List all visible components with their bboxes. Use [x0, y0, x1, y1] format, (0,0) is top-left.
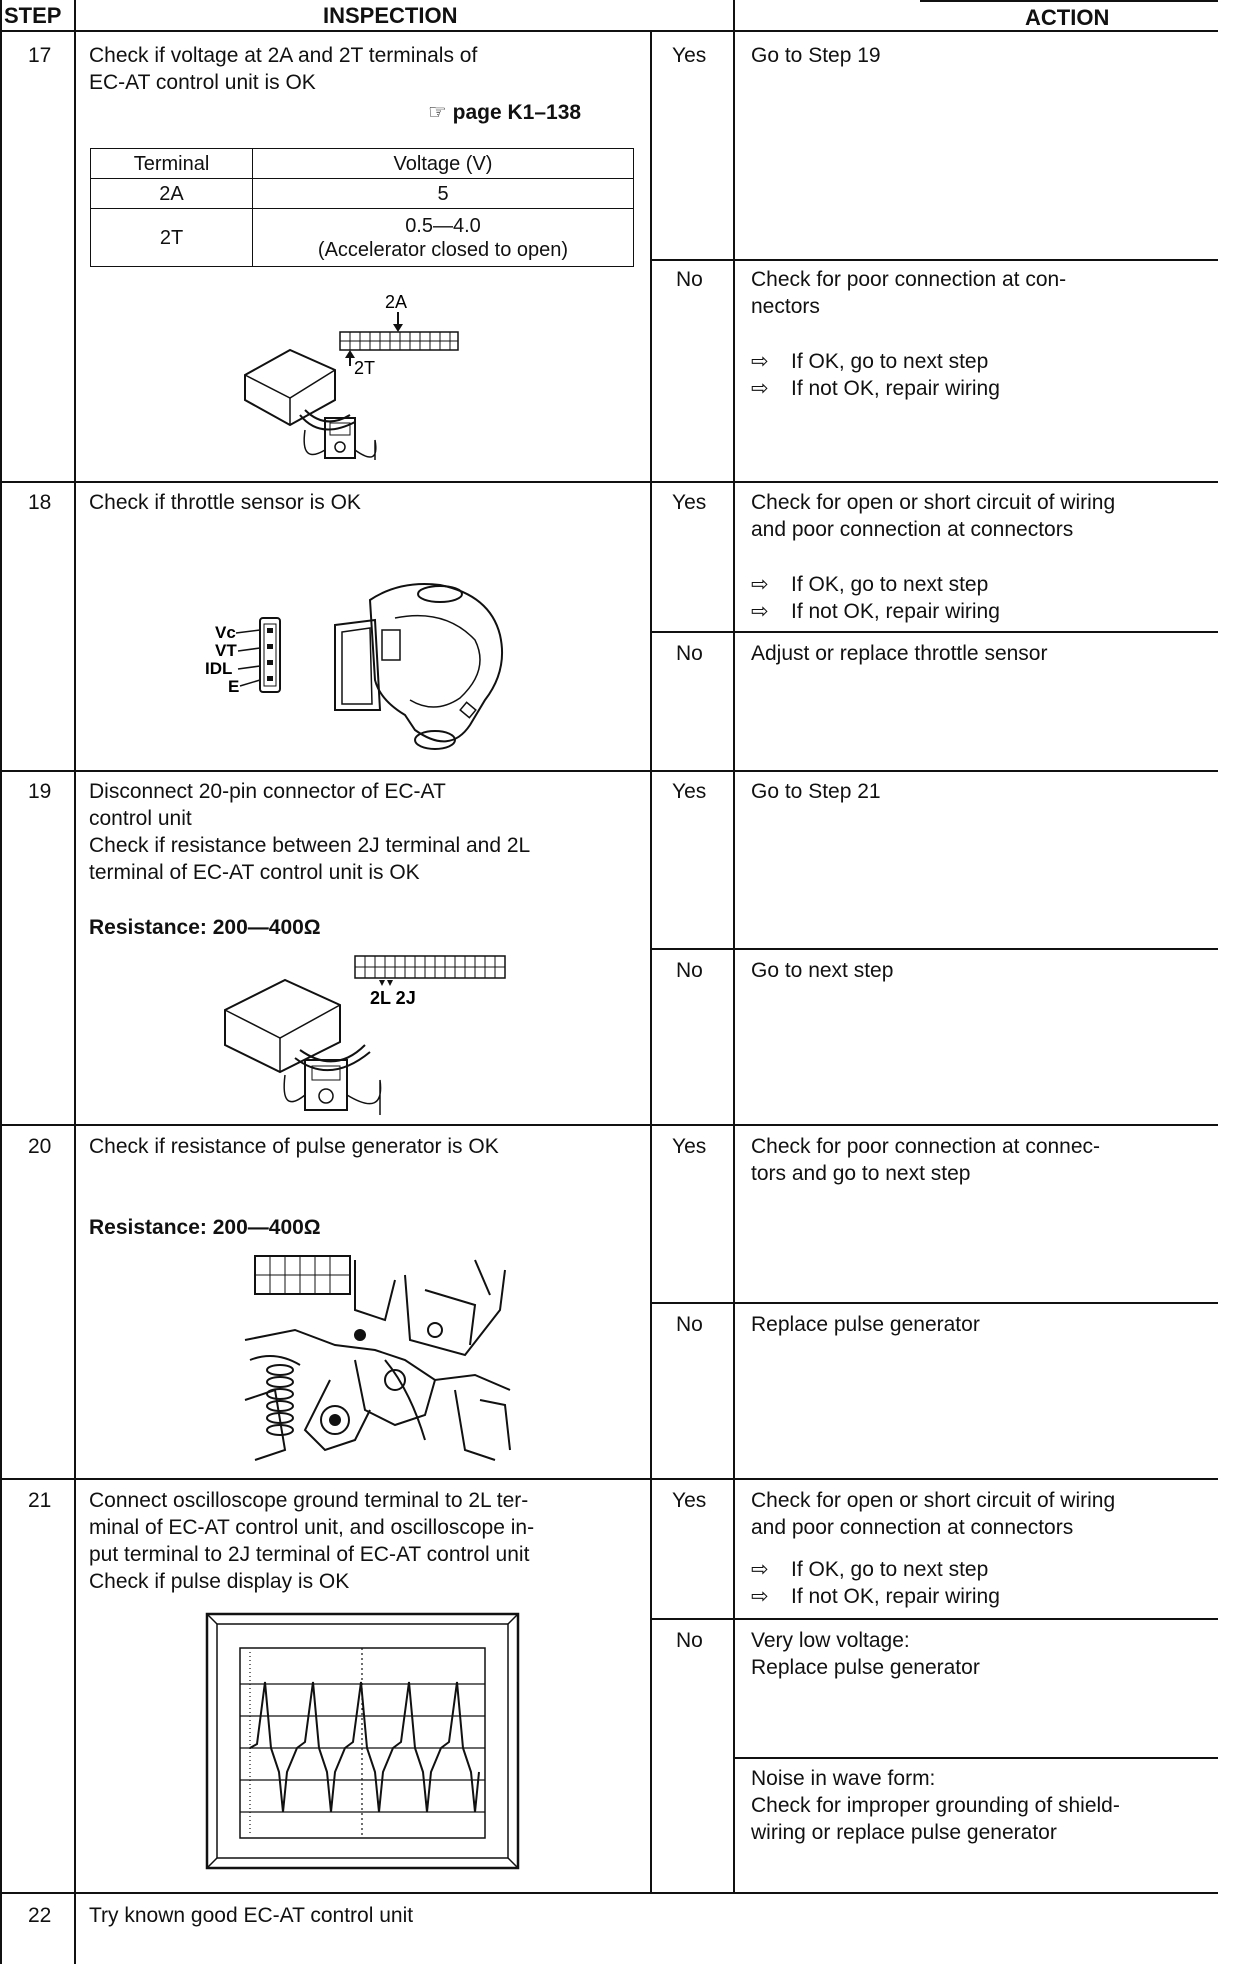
resistance-spec-20: Resistance: 200—400Ω [89, 1216, 321, 1239]
inspection-21-line3: put terminal to 2J terminal of EC-AT control unit [89, 1543, 530, 1566]
figure-label-Vc: Vc [215, 623, 236, 642]
action-yes-17: Go to Step 19 [751, 44, 881, 67]
step-number-17: 17 [28, 44, 52, 67]
action-no2-21-line2: Check for improper grounding of shield- [751, 1794, 1120, 1817]
step-number-21: 21 [28, 1489, 52, 1512]
row-sep-21 [0, 1478, 1218, 1480]
action-no-19: Go to next step [751, 959, 894, 982]
inspection-21-line1: Connect oscilloscope ground terminal to 2L ter- [89, 1489, 529, 1512]
action-yes-20-line2: tors and go to next step [751, 1162, 971, 1185]
inspection-17-line2: EC-AT control unit is OK [89, 71, 316, 94]
yesno-sep-19 [650, 948, 1218, 950]
control-unit-ohmmeter-figure [220, 950, 520, 1120]
header-step: STEP [4, 3, 62, 28]
figure-label-VT: VT [215, 641, 237, 660]
action-yes-18-line2: and poor connection at connectors [751, 518, 1074, 541]
action-yes-21-bullet1: ⇨ If OK, go to next step [751, 1558, 989, 1581]
figure-label-IDL: IDL [205, 659, 233, 678]
voltage-range: 0.5—4.0 [405, 214, 481, 237]
oscilloscope-waveform-figure [205, 1612, 520, 1870]
page-reference-text: page K1–138 [452, 101, 582, 124]
pulse-waveform [250, 1682, 479, 1812]
step-number-19: 19 [28, 780, 52, 803]
inspection-19-line4: terminal of EC-AT control unit is OK [89, 861, 420, 884]
answer-no-20: No [676, 1313, 703, 1336]
right-arrow-icon: ⇨ [751, 377, 769, 400]
page-reference-17 [428, 99, 581, 126]
right-arrow-icon: ⇨ [751, 573, 769, 596]
answer-no-18: No [676, 642, 703, 665]
action-no-18: Adjust or replace throttle sensor [751, 642, 1048, 665]
voltage-range-note: (Accelerator closed to open) [317, 238, 569, 261]
row-sep-22 [0, 1892, 1218, 1894]
right-arrow-icon: ⇨ [751, 1558, 769, 1581]
header-action: ACTION [1025, 5, 1110, 30]
right-arrow-icon: ⇨ [751, 350, 769, 373]
header-top-right [920, 0, 1218, 2]
coil-spring [267, 1365, 293, 1435]
action-yes-18-bullet2: ⇨ If not OK, repair wiring [751, 600, 1000, 623]
voltage-table-header-terminal: Terminal [91, 149, 253, 179]
action-yes-18-bullet1: ⇨ If OK, go to next step [751, 573, 989, 596]
column-divider-action [733, 0, 735, 1892]
answer-no-21: No [676, 1629, 703, 1652]
inspection-18-line1: Check if throttle sensor is OK [89, 491, 361, 514]
control-unit-voltmeter-figure [230, 290, 470, 470]
step-number-22: 22 [28, 1904, 52, 1927]
pulse-generator-engine-figure [235, 1250, 520, 1472]
step-number-20: 20 [28, 1135, 52, 1158]
action-yes-18-line1: Check for open or short circuit of wiring [751, 491, 1116, 514]
pointing-hand-icon: ☞ [428, 101, 453, 124]
voltage-table-cell: 5 [253, 179, 634, 209]
right-arrow-icon: ⇨ [751, 600, 769, 623]
voltage-table-header-voltage: Voltage (V) [253, 149, 634, 179]
answer-no-19: No [676, 959, 703, 982]
action-no-17-bullet2: ⇨ If not OK, repair wiring [751, 377, 1000, 400]
column-divider-answer [650, 30, 652, 1892]
action-yes-21-line1: Check for open or short circuit of wiring [751, 1489, 1116, 1512]
figure-label-2A: 2A [385, 292, 408, 312]
action-yes-21-bullet2: ⇨ If not OK, repair wiring [751, 1585, 1000, 1608]
right-arrow-icon: ⇨ [751, 1585, 769, 1608]
action-yes-19: Go to Step 21 [751, 780, 881, 803]
inspection-21-line2: minal of EC-AT control unit, and oscilloscope in- [89, 1516, 535, 1539]
answer-no-17: No [676, 268, 703, 291]
voltage-table [90, 148, 634, 267]
inspection-19-line2: control unit [89, 807, 192, 830]
answer-yes-20: Yes [672, 1135, 707, 1158]
step-number-18: 18 [28, 491, 52, 514]
action-no-17-line1: Check for poor connection at con- [751, 268, 1067, 291]
resistance-spec-19: Resistance: 200—400Ω [89, 916, 321, 939]
yesno-sep-17 [650, 259, 1218, 261]
inspection-17-line1: Check if voltage at 2A and 2T terminals of [89, 44, 478, 67]
inspection-20-line1: Check if resistance of pulse generator is OK [89, 1135, 499, 1158]
figure-label-2T: 2T [354, 358, 376, 378]
answer-yes-17: Yes [672, 44, 707, 67]
inspection-21-line4: Check if pulse display is OK [89, 1570, 350, 1593]
action-no-21-line1: Very low voltage: [751, 1629, 910, 1652]
inspection-19-line3: Check if resistance between 2J terminal and 2L [89, 834, 531, 857]
action-no-21-line2: Replace pulse generator [751, 1656, 980, 1679]
answer-yes-19: Yes [672, 780, 707, 803]
yesno-sep-20 [650, 1302, 1218, 1304]
yesno-sep-18 [650, 631, 1218, 633]
table-border-left [0, 0, 2, 1964]
throttle-sensor-figure [200, 580, 520, 760]
row-sep-20 [0, 1124, 1218, 1126]
answer-yes-21: Yes [672, 1489, 707, 1512]
row-sep-18 [0, 481, 1218, 483]
answer-yes-18: Yes [672, 491, 707, 514]
voltage-table-cell-multi [253, 209, 634, 267]
column-divider-step [74, 0, 76, 1964]
action-no-20: Replace pulse generator [751, 1313, 980, 1336]
action-no2-21-line1: Noise in wave form: [751, 1767, 936, 1790]
yesno-sep-21 [650, 1618, 1218, 1620]
voltage-table-cell: 2T [91, 209, 253, 267]
figure-label-2L-2J: 2L 2J [370, 988, 416, 1008]
action-no-17-line2: nectors [751, 295, 820, 318]
figure-label-E: E [228, 677, 240, 696]
action-yes-21-line2: and poor connection at connectors [751, 1516, 1074, 1539]
inspection-19-line1: Disconnect 20-pin connector of EC-AT [89, 780, 446, 803]
action-no-17-bullet1: ⇨ If OK, go to next step [751, 350, 989, 373]
row-sep-19 [0, 770, 1218, 772]
voltage-table-cell: 2A [91, 179, 253, 209]
action-yes-20-line1: Check for poor connection at connec- [751, 1135, 1101, 1158]
header-inspection: INSPECTION [323, 3, 458, 28]
inspection-22-line1: Try known good EC-AT control unit [89, 1904, 414, 1927]
no-sub-sep-21 [733, 1757, 1218, 1759]
action-no2-21-line3: wiring or replace pulse generator [751, 1821, 1057, 1844]
